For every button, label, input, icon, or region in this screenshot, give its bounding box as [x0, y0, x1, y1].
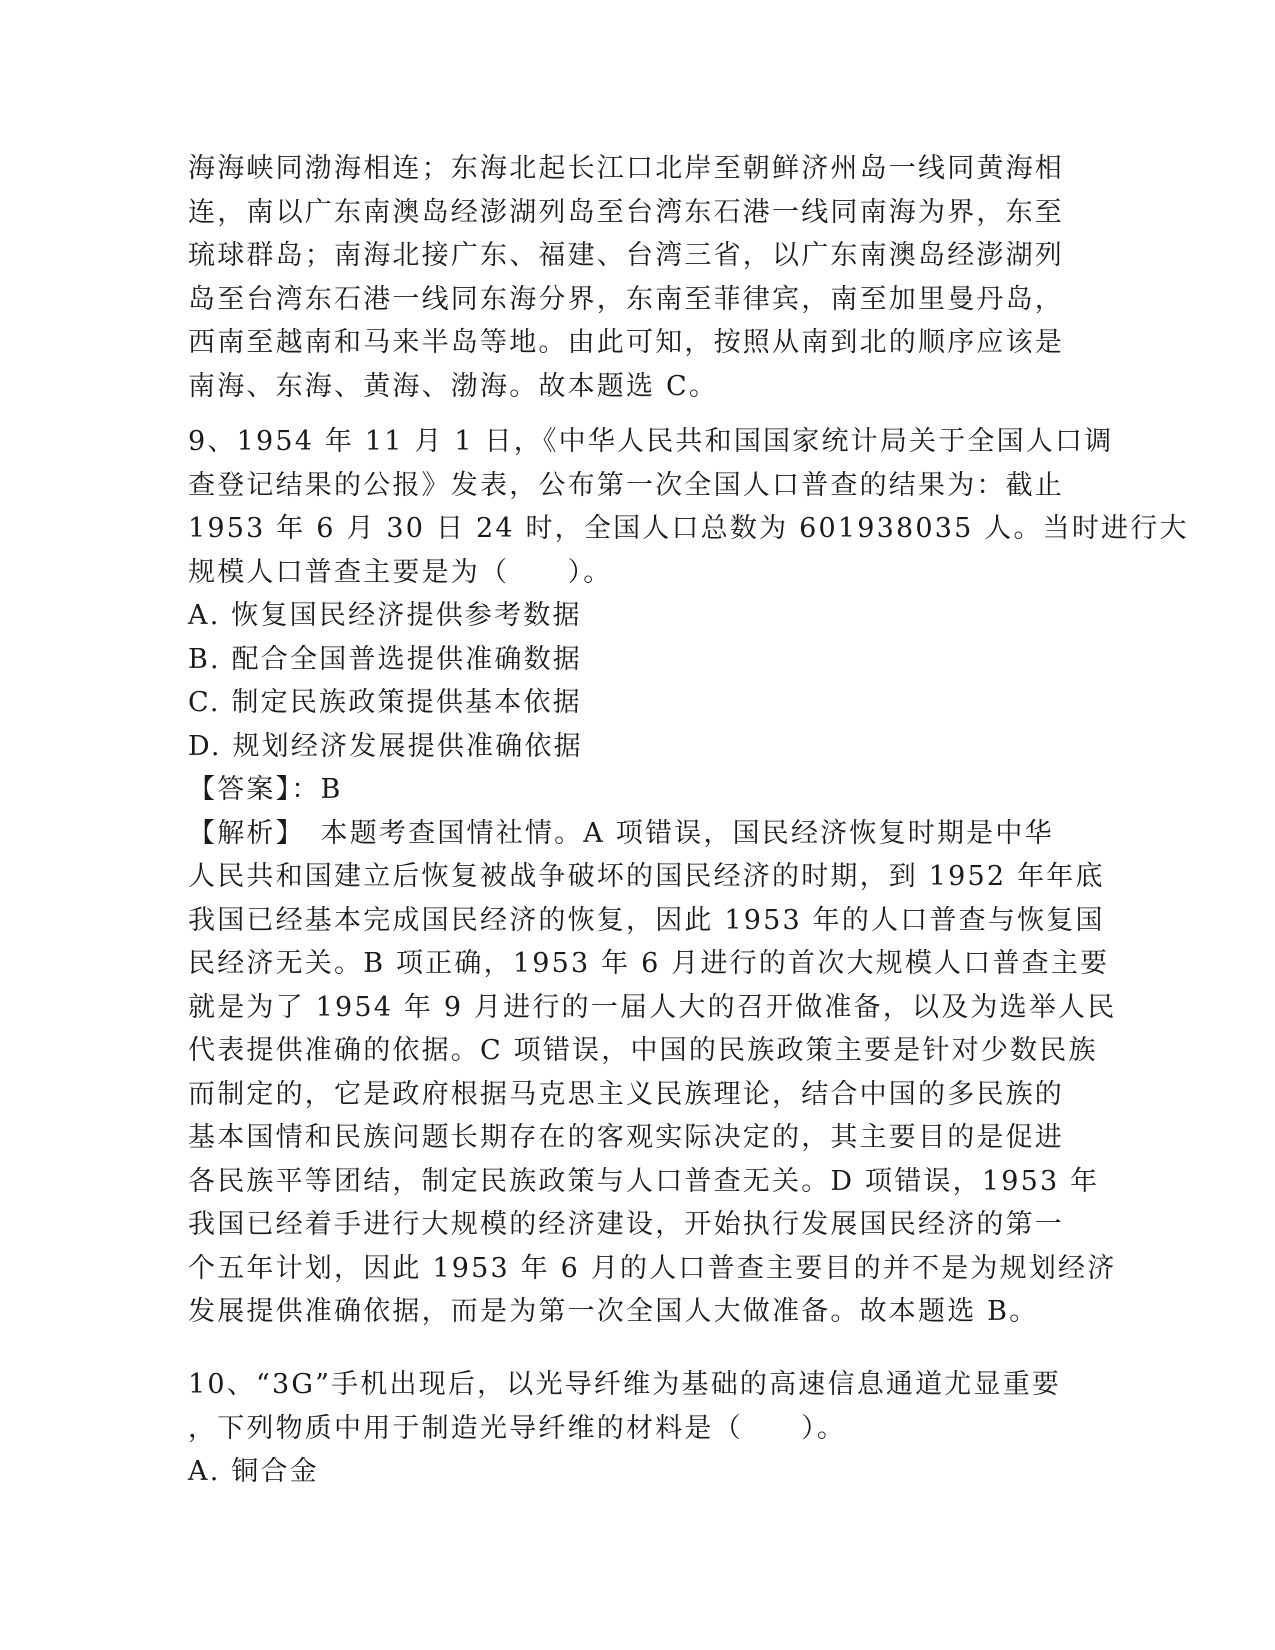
analysis-line: 代表提供准确的依据。C 项错误，中国的民族政策主要是针对少数民族 — [188, 1035, 1098, 1066]
q8-analysis-continuation — [188, 147, 1088, 408]
option-c: C. 制定民族政策提供基本依据 — [188, 687, 582, 718]
analysis-line: 就是为了 1954 年 9 月进行的一届人大的召开做准备，以及为选举人民 — [188, 991, 1117, 1023]
analysis-line: 个五年计划，因此 1953 年 6 月的人口普查主要目的并不是为规划经济 — [188, 1252, 1117, 1284]
option-a: A. 铜合金 — [188, 1456, 319, 1487]
question-9 — [188, 420, 1189, 1334]
question-stem-line: ，下列物质中用于制造光导纤维的材料是（ ）。 — [188, 1412, 847, 1444]
question-stem-line: 1953 年 6 月 30 日 24 时，全国人口总数为 601938035 人。当时进行大 — [188, 513, 1189, 544]
question-stem-line: 10、“3G”手机出现后，以光导纤维为基础的高速信息通道尤显重要 — [188, 1369, 1062, 1400]
analysis-line: 民经济无关。B 项正确，1953 年 6 月进行的首次大规模人口普查主要 — [188, 948, 1110, 979]
text-line: 西南至越南和马来半岛等地。由此可知，按照从南到北的顺序应该是 — [188, 327, 1064, 358]
question-stem-line: 规模人口普查主要是为（ ）。 — [188, 556, 613, 588]
analysis-line: 【解析】 本题考查国情社情。A 项错误，国民经济恢复时期是中华 — [188, 817, 1054, 849]
option-a: A. 恢复国民经济提供参考数据 — [188, 600, 582, 631]
text-line: 琉球群岛；南海北接广东、福建、台湾三省，以广东南澳岛经澎湖列 — [188, 240, 1064, 271]
text-line: 岛至台湾东石港一线同东海分界，东南至菲律宾，南至加里曼丹岛， — [188, 283, 1064, 315]
answer-line: 【答案】：B — [188, 774, 343, 805]
question-stem-line: 查登记结果的公报》发表，公布第一次全国人口普查的结果为：截止 — [188, 469, 1064, 501]
analysis-line: 基本国情和民族问题长期存在的客观实际决定的，其主要目的是促进 — [188, 1122, 1064, 1153]
analysis-line: 而制定的，它是政府根据马克思主义民族理论，结合中国的多民族的 — [188, 1078, 1064, 1110]
option-d: D. 规划经济发展提供准确依据 — [188, 730, 583, 762]
option-b: B. 配合全国普选提供准确数据 — [188, 643, 583, 675]
analysis-line: 发展提供准确依据，而是为第一次全国人大做准备。故本题选 B。 — [188, 1296, 1039, 1327]
analysis-line: 我国已经基本完成国民经济的恢复，因此 1953 年的人口普查与恢复国 — [188, 904, 1105, 936]
question-10 — [188, 1363, 1088, 1494]
text-line: 南海、东海、黄海、渤海。故本题选 C。 — [188, 370, 719, 402]
analysis-line: 人民共和国建立后恢复被战争破坏的国民经济的时期，到 1952 年年底 — [188, 861, 1105, 892]
analysis-line: 各民族平等团结，制定民族政策与人口普查无关。D 项错误，1953 年 — [188, 1165, 1100, 1197]
analysis-line: 我国已经着手进行大规模的经济建设，开始执行发展国民经济的第一 — [188, 1209, 1064, 1240]
question-stem-line: 9、1954 年 11 月 1 日，《中华人民共和国国家统计局关于全国人口调 — [188, 426, 1114, 457]
text-line: 连，南以广东南澳岛经澎湖列岛至台湾东石港一线同南海为界，东至 — [188, 196, 1064, 228]
text-line: 海海峡同渤海相连；东海北起长江口北岸至朝鲜济州岛一线同黄海相 — [188, 153, 1064, 184]
